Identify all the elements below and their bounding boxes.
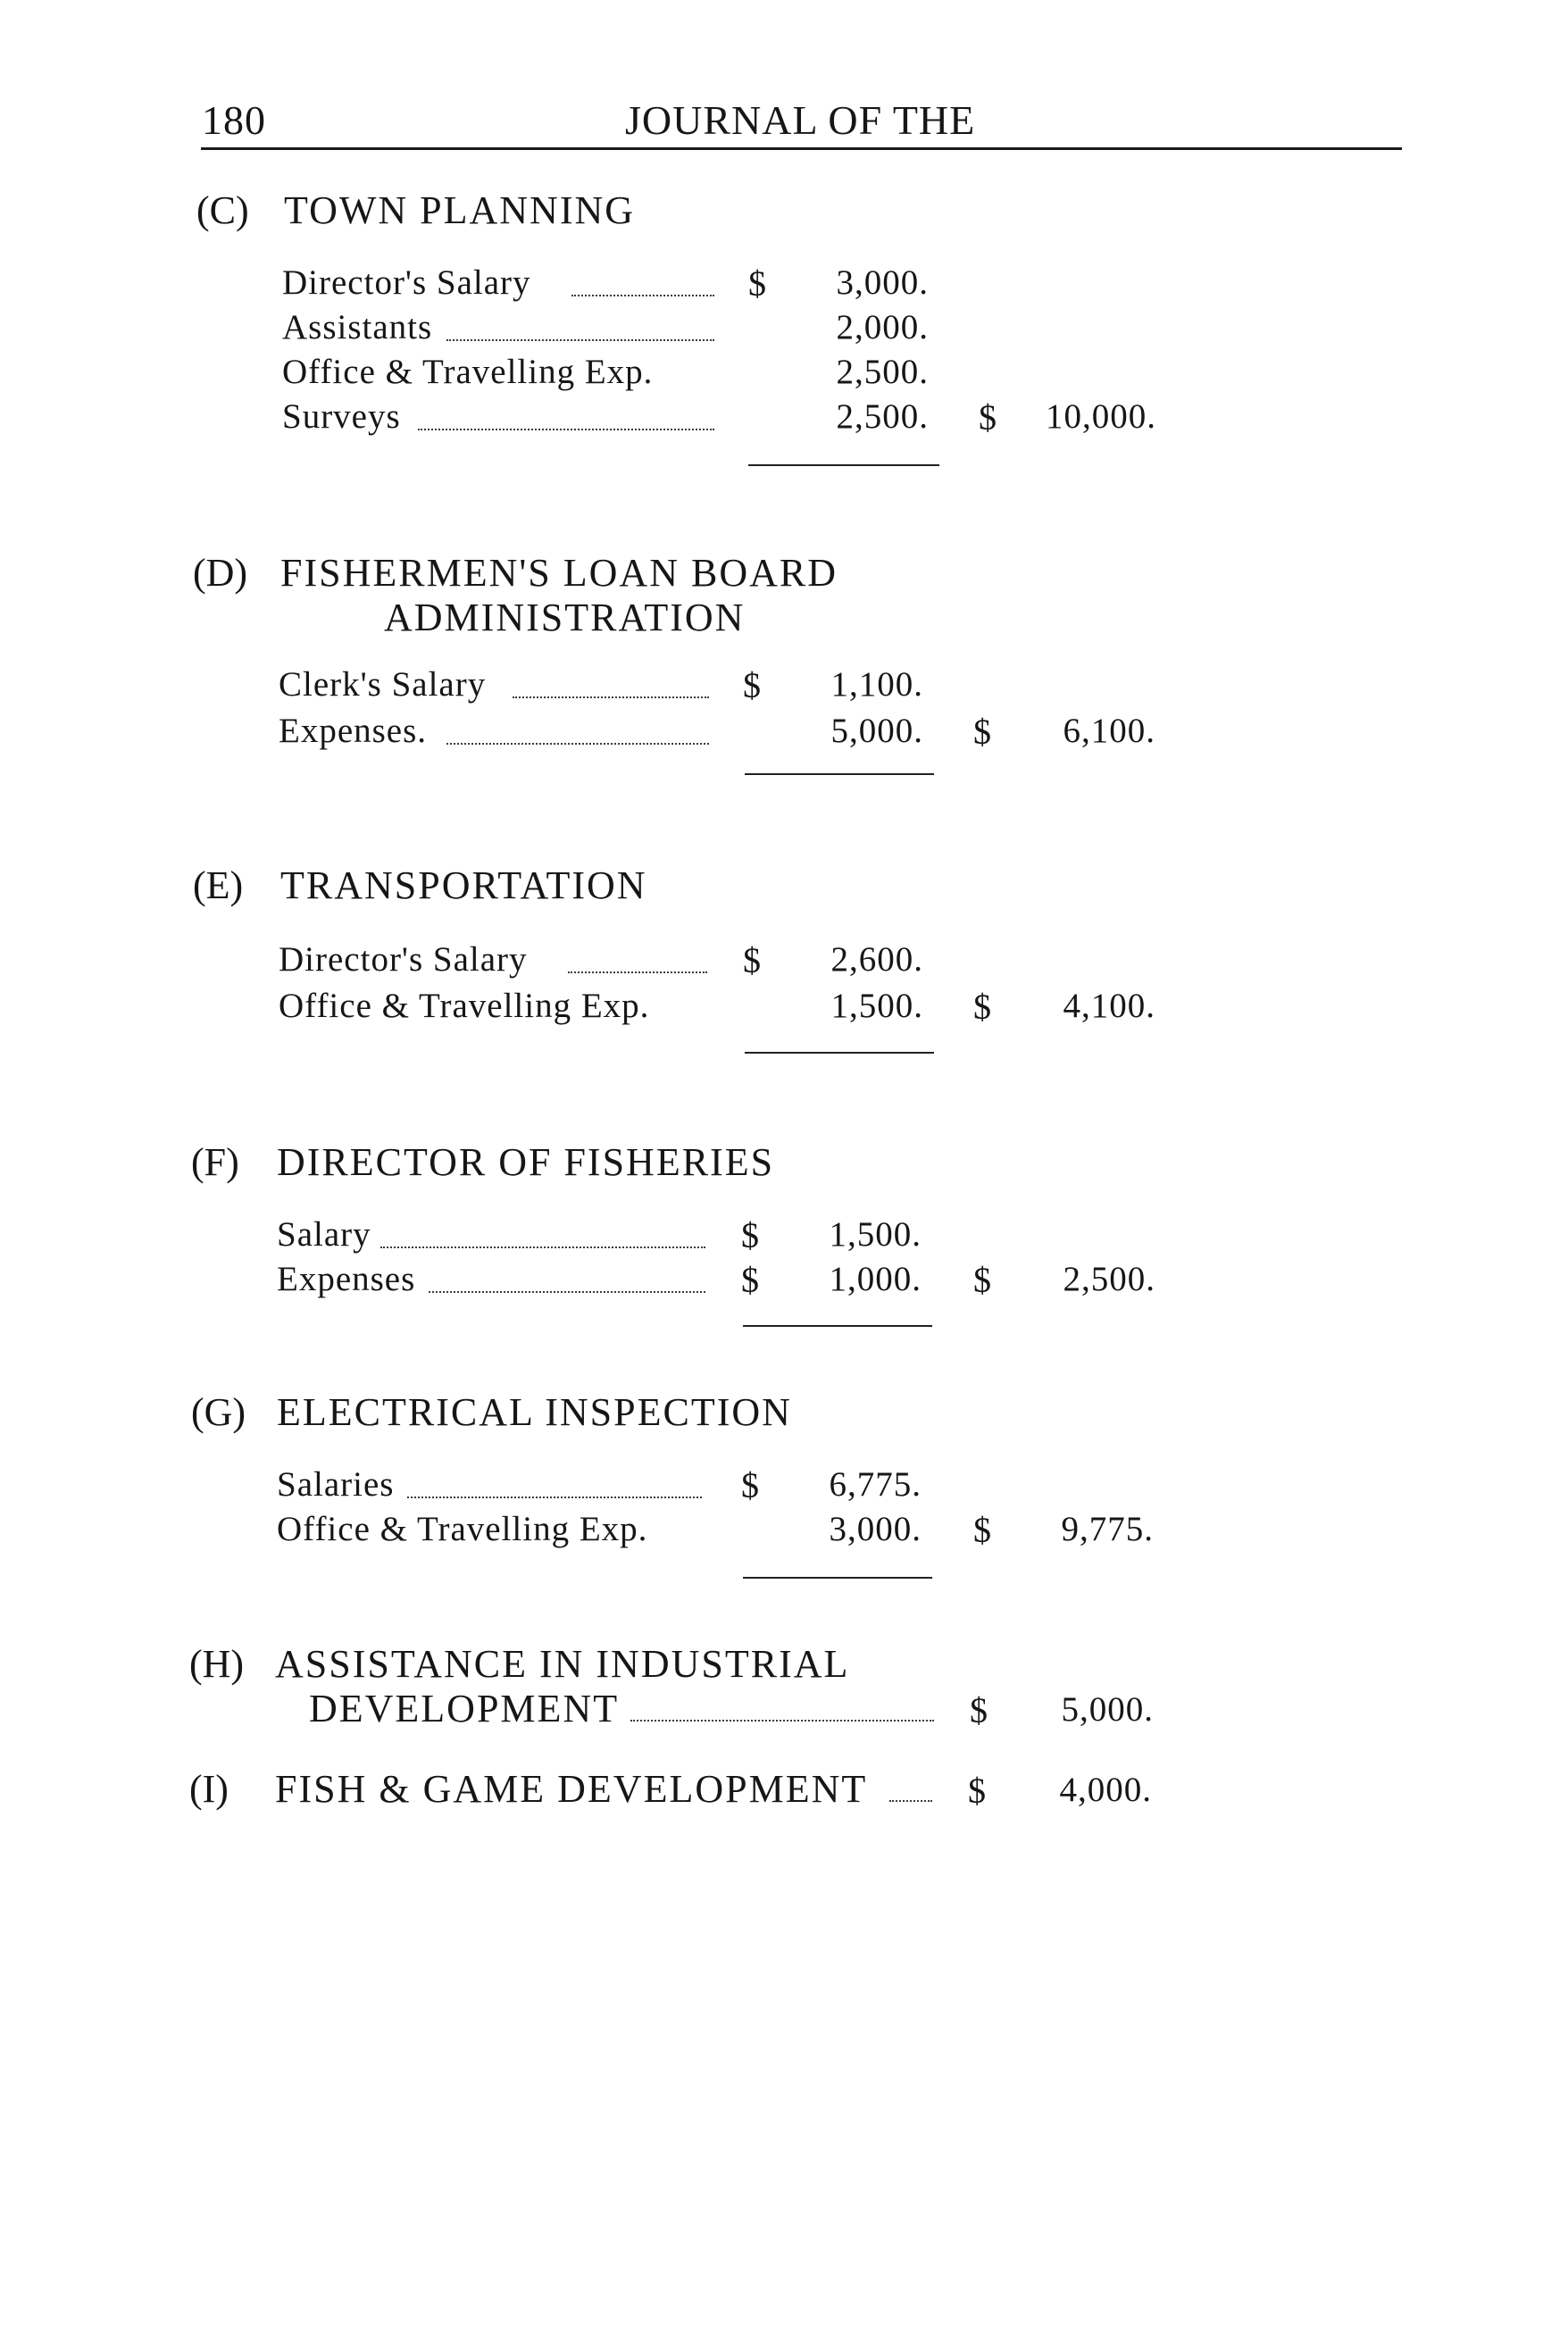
line-item-label: Salaries bbox=[277, 1465, 395, 1504]
section-letter: (G) bbox=[191, 1390, 246, 1434]
dollar-sign: $ bbox=[748, 263, 766, 304]
line-item-label: Assistants bbox=[282, 308, 433, 346]
sum-rule bbox=[743, 1325, 932, 1327]
line-item-label: Office & Travelling Exp. bbox=[277, 1510, 648, 1548]
dot-leader bbox=[513, 696, 709, 698]
section-total: 10,000. bbox=[1046, 397, 1156, 436]
section-title-line2: DEVELOPMENT bbox=[309, 1687, 620, 1730]
line-item-amount: 1,500. bbox=[830, 987, 923, 1025]
dot-leader bbox=[889, 1800, 932, 1802]
line-item-label: Surveys bbox=[282, 397, 401, 436]
dollar-sign: $ bbox=[741, 1465, 759, 1505]
section-title: TRANSPORTATION bbox=[280, 863, 647, 907]
section-title: FISHERMEN'S LOAN BOARD bbox=[280, 551, 838, 595]
dollar-sign: $ bbox=[743, 665, 761, 705]
line-item-amount: 2,600. bbox=[830, 940, 923, 979]
section-total: 4,000. bbox=[1059, 1771, 1152, 1809]
line-item-amount: 5,000. bbox=[830, 712, 923, 750]
sum-rule bbox=[748, 464, 939, 466]
section-total: 9,775. bbox=[1061, 1510, 1154, 1548]
total-dollar-sign: $ bbox=[973, 1510, 991, 1550]
dot-leader bbox=[568, 971, 707, 973]
line-item-label: Salary bbox=[277, 1215, 371, 1254]
total-dollar-sign: $ bbox=[973, 1260, 991, 1300]
dollar-sign: $ bbox=[743, 940, 761, 980]
section-total: 6,100. bbox=[1063, 712, 1155, 750]
dot-leader bbox=[446, 743, 709, 745]
dollar-sign: $ bbox=[741, 1215, 759, 1255]
dot-leader bbox=[571, 295, 714, 296]
dot-leader bbox=[446, 339, 714, 341]
section-letter: (C) bbox=[196, 188, 249, 232]
line-item-amount: 1,100. bbox=[830, 665, 923, 704]
line-item-label: Office & Travelling Exp. bbox=[282, 353, 654, 391]
running-title: JOURNAL OF THE bbox=[625, 97, 976, 143]
section-title: DIRECTOR OF FISHERIES bbox=[277, 1140, 775, 1184]
line-item-amount: 1,000. bbox=[829, 1260, 922, 1298]
section-title-line2: ADMINISTRATION bbox=[384, 596, 746, 639]
section-total: 2,500. bbox=[1063, 1260, 1155, 1298]
sum-rule bbox=[745, 773, 934, 775]
line-item-label: Office & Travelling Exp. bbox=[279, 987, 650, 1025]
total-dollar-sign: $ bbox=[973, 987, 991, 1027]
section-total: 4,100. bbox=[1063, 987, 1155, 1025]
section-title: ASSISTANCE IN INDUSTRIAL bbox=[275, 1642, 850, 1686]
line-item-label: Expenses bbox=[277, 1260, 416, 1298]
section-letter: (D) bbox=[193, 551, 248, 595]
line-item-amount: 3,000. bbox=[836, 263, 929, 302]
dot-leader bbox=[429, 1291, 705, 1293]
total-dollar-sign: $ bbox=[970, 1690, 988, 1730]
page-number: 180 bbox=[202, 97, 266, 143]
dot-leader bbox=[418, 429, 714, 430]
line-item-amount: 6,775. bbox=[829, 1465, 922, 1504]
header-rule bbox=[201, 147, 1402, 150]
line-item-amount: 1,500. bbox=[829, 1215, 922, 1254]
section-letter: (F) bbox=[191, 1140, 239, 1184]
section-title: FISH & GAME DEVELOPMENT bbox=[275, 1767, 868, 1811]
total-dollar-sign: $ bbox=[968, 1771, 986, 1811]
sum-rule bbox=[743, 1577, 932, 1579]
line-item-amount: 2,500. bbox=[836, 353, 929, 391]
dot-leader bbox=[630, 1720, 934, 1722]
section-letter: (H) bbox=[189, 1642, 245, 1686]
line-item-amount: 2,000. bbox=[836, 308, 929, 346]
sum-rule bbox=[745, 1052, 934, 1054]
dot-leader bbox=[380, 1246, 705, 1248]
dollar-sign: $ bbox=[741, 1260, 759, 1300]
line-item-amount: 3,000. bbox=[829, 1510, 922, 1548]
section-letter: (I) bbox=[189, 1767, 229, 1811]
line-item-amount: 2,500. bbox=[836, 397, 929, 436]
section-letter: (E) bbox=[193, 863, 244, 907]
line-item-label: Clerk's Salary bbox=[279, 665, 487, 704]
total-dollar-sign: $ bbox=[979, 397, 997, 438]
total-dollar-sign: $ bbox=[973, 712, 991, 752]
line-item-label: Director's Salary bbox=[282, 263, 531, 302]
dot-leader bbox=[407, 1496, 702, 1498]
line-item-label: Expenses. bbox=[279, 712, 428, 750]
line-item-label: Director's Salary bbox=[279, 940, 528, 979]
section-title: ELECTRICAL INSPECTION bbox=[277, 1390, 792, 1434]
section-total: 5,000. bbox=[1061, 1690, 1154, 1729]
section-title: TOWN PLANNING bbox=[284, 188, 636, 232]
